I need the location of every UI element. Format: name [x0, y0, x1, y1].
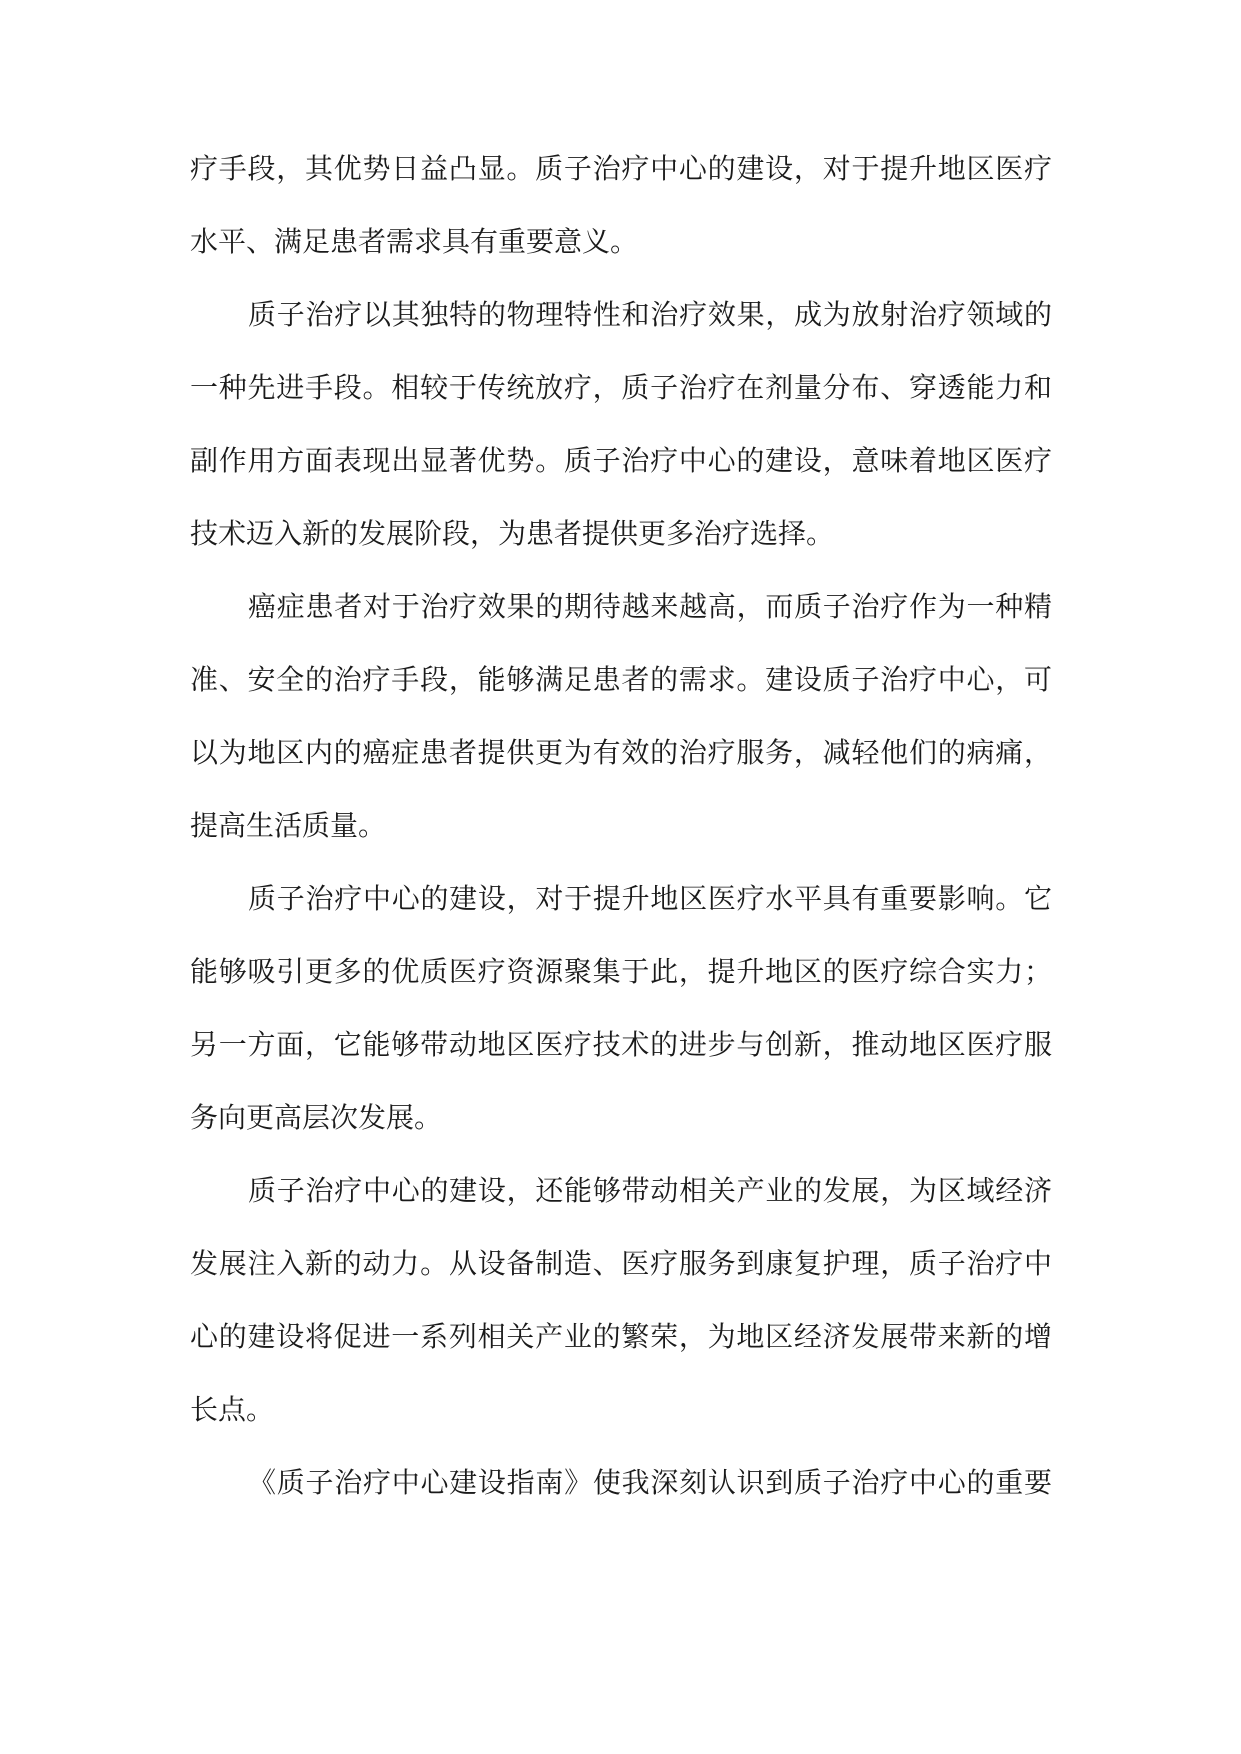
text-line: 水平、满足患者需求具有重要意义。	[190, 225, 639, 258]
text-line: 准、安全的治疗手段，能够满足患者的需求。建设质子治疗中心，可	[190, 663, 1052, 696]
text-line: 癌症患者对于治疗效果的期待越来越高，而质子治疗作为一种精	[248, 590, 1052, 623]
paragraph	[190, 1446, 1052, 1519]
text-line: 务向更高层次发展。	[190, 1101, 443, 1134]
paragraph	[190, 278, 1052, 570]
text-line: 疗手段，其优势日益凸显。质子治疗中心的建设，对于提升地区医疗	[190, 152, 1052, 185]
text-line: 以为地区内的癌症患者提供更为有效的治疗服务，减轻他们的病痛，	[190, 736, 1052, 769]
text-line: 《质子治疗中心建设指南》使我深刻认识到质子治疗中心的重要	[248, 1466, 1052, 1499]
text-line: 质子治疗中心的建设，对于提升地区医疗水平具有重要影响。它	[248, 882, 1052, 915]
text-line: 质子治疗中心的建设，还能够带动相关产业的发展，为区域经济	[248, 1174, 1052, 1207]
text-line: 一种先进手段。相较于传统放疗，质子治疗在剂量分布、穿透能力和	[190, 371, 1052, 404]
paragraph	[190, 1154, 1052, 1446]
text-line: 长点。	[190, 1393, 275, 1426]
text-line: 发展注入新的动力。从设备制造、医疗服务到康复护理，质子治疗中	[190, 1247, 1052, 1280]
paragraph	[190, 862, 1052, 1154]
text-line: 另一方面，它能够带动地区医疗技术的进步与创新，推动地区医疗服	[190, 1028, 1052, 1061]
text-line: 提高生活质量。	[190, 809, 387, 842]
document-page	[190, 132, 1052, 1519]
text-line: 副作用方面表现出显著优势。质子治疗中心的建设，意味着地区医疗	[190, 444, 1052, 477]
text-line: 质子治疗以其独特的物理特性和治疗效果，成为放射治疗领域的	[248, 298, 1052, 331]
text-line: 能够吸引更多的优质医疗资源聚集于此，提升地区的医疗综合实力；	[190, 955, 1052, 988]
text-line: 心的建设将促进一系列相关产业的繁荣，为地区经济发展带来新的增	[190, 1320, 1052, 1353]
paragraph	[190, 132, 1052, 278]
text-line: 技术迈入新的发展阶段，为患者提供更多治疗选择。	[190, 517, 835, 550]
paragraph	[190, 570, 1052, 862]
